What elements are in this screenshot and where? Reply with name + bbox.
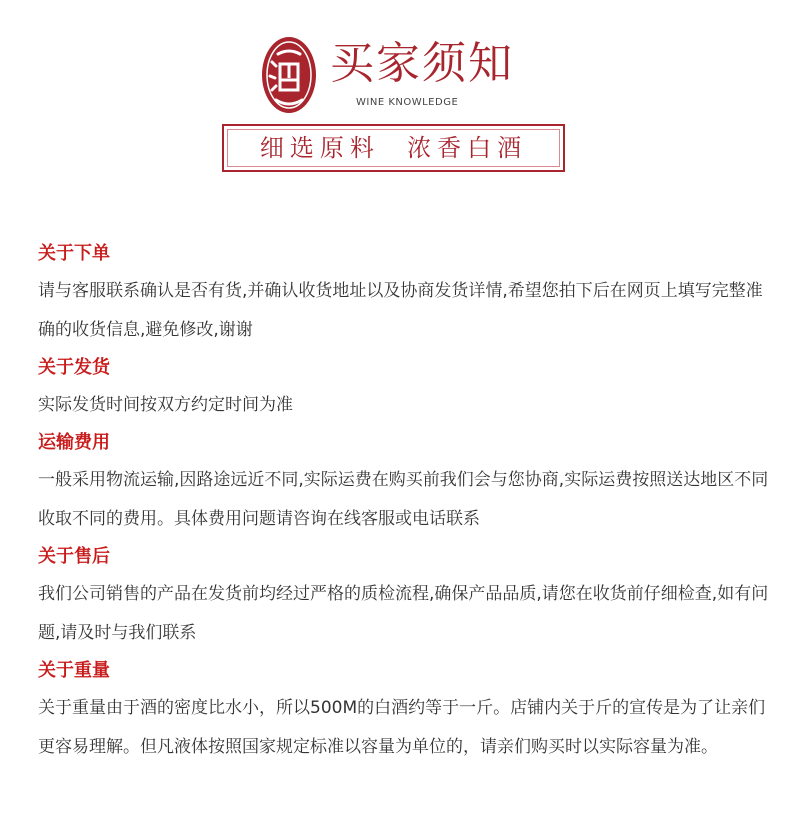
section-weight [38,653,770,767]
section-body: 关于重量由于酒的密度比水小，所以500M的白酒约等于一斤。店铺内关于斤的宣传是为了让亲们更容易理解。但凡液体按照国家规定标准以容量为单位的，请亲们购买时以实际容量为准。 [38,698,766,757]
banner-text: 细选原料 浓香白酒 [259,134,528,162]
section-body: 我们公司销售的产品在发货前均经过严格的质检流程,确保产品品质,请您在收货前仔细检查,如有问题,请及时与我们联系 [38,584,769,643]
slogan-banner [222,124,565,172]
section-title: 关于售后 [38,546,110,567]
wine-seal-icon [258,32,320,118]
page-subtitle: WINE KNOWLEDGE [356,97,459,108]
notice-content [38,236,770,767]
section-title: 关于下单 [38,243,110,264]
section-body: 请与客服联系确认是否有货,并确认收货地址以及协商发货详情,希望您拍下后在网页上填写完整准确的收货信息,避免修改,谢谢 [38,281,763,340]
section-title: 运输费用 [38,432,110,453]
section-body: 一般采用物流运输,因路途远近不同,实际运费在购买前我们会与您协商,实际运费按照送达地区不同收取不同的费用。具体费用问题请咨询在线客服或电话联系 [38,470,769,529]
page-title: 买家须知 [330,38,514,89]
section-title: 关于重量 [38,660,110,681]
section-shipping [38,350,770,425]
section-freight [38,425,770,539]
section-body: 实际发货时间按双方约定时间为准 [38,395,293,415]
section-title: 关于发货 [38,357,110,378]
section-after-sales [38,539,770,653]
section-order [38,236,770,350]
